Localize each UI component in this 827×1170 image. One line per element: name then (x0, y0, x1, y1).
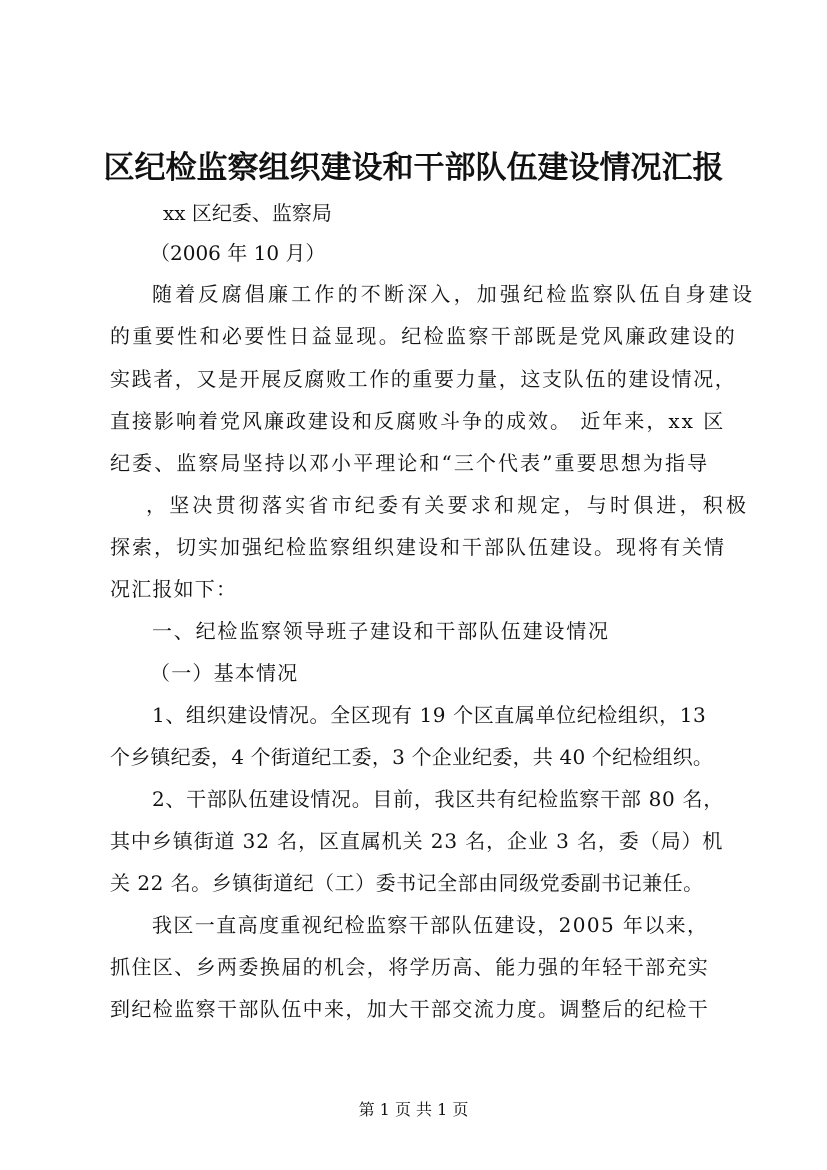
body-line: 抓住区、乡两委换届的机会，将学历高、能力强的年轻干部充实 (110, 955, 710, 979)
body-line: 实践者，又是开展反腐败工作的重要力量，这支队伍的建设情况， (110, 367, 737, 391)
subsection-heading: （一）基本情况 (150, 661, 299, 685)
body-line: 我区一直高度重视纪检监察干部队伍建设，2005 年以来， (152, 913, 709, 937)
body-line: ，坚决贯彻落实省市纪委有关要求和规定，与时俱进，积极 (146, 493, 750, 517)
document-title: 区纪检监察组织建设和干部队伍建设情况汇报 (103, 150, 724, 186)
body-line: 其中乡镇街道 32 名，区直属机关 23 名，企业 3 名，委（局）机 (110, 829, 724, 853)
body-line: 关 22 名。乡镇街道纪（工）委书记全部由同级党委副书记兼任。 (110, 871, 704, 895)
body-line: 纪委、监察局坚持以邓小平理论和“三个代表”重要思想为指导 (110, 451, 710, 475)
body-line: 随着反腐倡廉工作的不断深入，加强纪检监察队伍自身建设 (152, 282, 756, 306)
body-line: 1、组织建设情况。全区现有 19 个区直属单位纪检组织，13 (152, 703, 707, 727)
author-line: xx 区纪委、监察局 (163, 201, 332, 225)
section-heading: 一、纪检监察领导班子建设和干部队伍建设情况 (152, 619, 610, 643)
body-line: 探索，切实加强纪检监察组织建设和干部队伍建设。现将有关情 (110, 535, 726, 559)
body-line: 到纪检监察干部队伍中来，加大干部交流力度。调整后的纪检干 (110, 997, 710, 1021)
date-line: （2006 年 10 月） (150, 241, 326, 265)
page-footer: 第 1 页 共 1 页 (358, 1100, 469, 1119)
body-line: 的重要性和必要性日益显现。纪检监察干部既是党风廉政建设的 (110, 324, 738, 348)
body-line: 况汇报如下： (110, 577, 238, 601)
body-line: 直接影响着党风廉政建设和反腐败斗争的成效。 近年来，xx 区 (110, 409, 726, 433)
body-line: 个乡镇纪委，4 个街道纪工委，3 个企业纪委，共 40 个纪检组织。 (110, 745, 714, 769)
body-line: 2、干部队伍建设情况。目前，我区共有纪检监察干部 80 名， (152, 787, 724, 811)
